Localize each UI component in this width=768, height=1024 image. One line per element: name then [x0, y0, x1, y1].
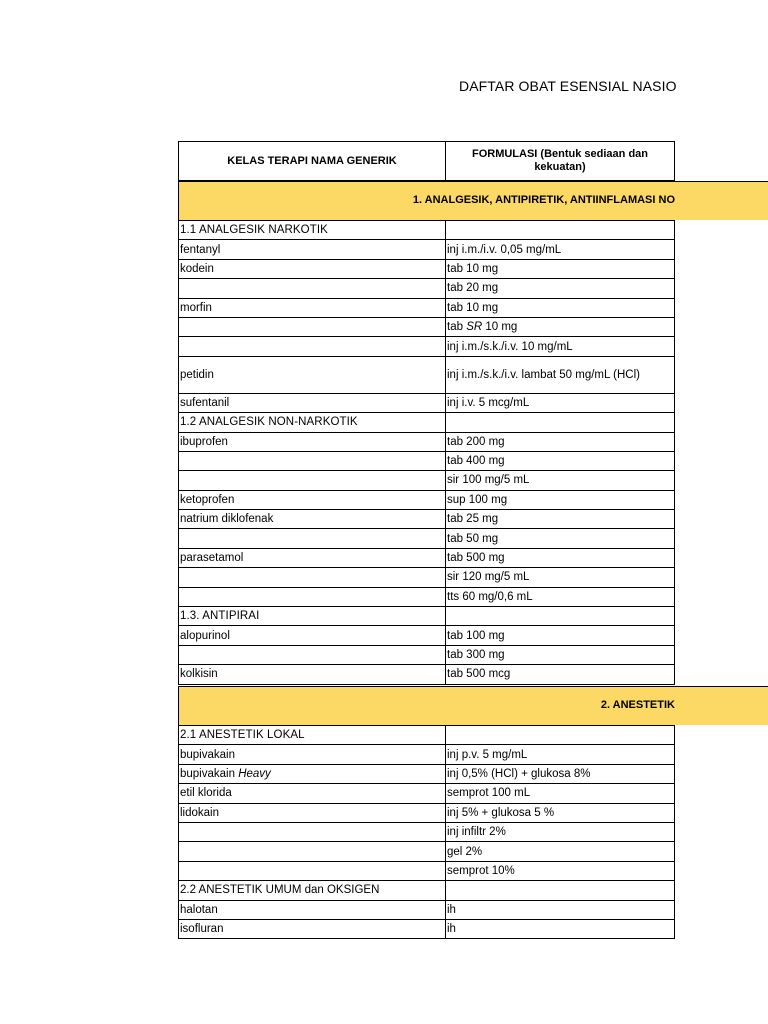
section-band-analgesik	[178, 181, 768, 220]
formulation-cell: inj 5% + glukosa 5 %	[446, 803, 675, 822]
formulation-cell: tab 400 mg	[446, 451, 675, 470]
table-row	[179, 240, 675, 259]
table-row	[179, 842, 675, 861]
table-row	[179, 900, 675, 919]
table-row	[179, 665, 675, 684]
formulation-cell: inj i.v. 5 mcg/mL	[446, 393, 675, 412]
table-row	[179, 822, 675, 841]
generic-name-cell: halotan	[179, 900, 446, 919]
generic-name-cell	[179, 317, 446, 336]
generic-name-cell: sufentanil	[179, 393, 446, 412]
table-row	[179, 861, 675, 880]
table-row	[179, 645, 675, 664]
formulation-cell	[446, 413, 675, 432]
generic-name-cell: fentanyl	[179, 240, 446, 259]
drug-table-section-1	[178, 220, 675, 685]
table-row	[179, 413, 675, 432]
generic-name-cell: 1.1 ANALGESIK NARKOTIK	[179, 221, 446, 240]
formulation-cell: sup 100 mg	[446, 490, 675, 509]
formulation-cell: inj p.v. 5 mg/mL	[446, 745, 675, 764]
table-row	[179, 568, 675, 587]
table-row	[179, 764, 675, 783]
generic-name-cell: kolkisin	[179, 665, 446, 684]
generic-name-cell: alopurinol	[179, 626, 446, 645]
generic-name-cell	[179, 861, 446, 880]
table-row	[179, 529, 675, 548]
formulation-cell: sir 120 mg/5 mL	[446, 568, 675, 587]
table-row	[179, 471, 675, 490]
formulation-cell	[446, 726, 675, 745]
formulation-cell: tts 60 mg/0,6 mL	[446, 587, 675, 606]
generic-name-cell	[179, 451, 446, 470]
formulation-cell: tab 10 mg	[446, 298, 675, 317]
formulation-cell: semprot 100 mL	[446, 784, 675, 803]
header-col-generic-name: KELAS TERAPI NAMA GENERIK	[179, 142, 446, 180]
generic-name-cell: isofluran	[179, 919, 446, 938]
table-row	[179, 221, 675, 240]
generic-name-cell	[179, 587, 446, 606]
formulation-cell: semprot 10%	[446, 861, 675, 880]
table-row	[179, 337, 675, 356]
generic-name-cell: petidin	[179, 356, 446, 393]
formulation-cell: tab SR 10 mg	[446, 317, 675, 336]
generic-name-cell: ketoprofen	[179, 490, 446, 509]
generic-name-cell	[179, 645, 446, 664]
generic-name-cell: bupivakain Heavy	[179, 764, 446, 783]
formulation-cell: inj 0,5% (HCl) + glukosa 8%	[446, 764, 675, 783]
section-title: 1. ANALGESIK, ANTIPIRETIK, ANTIINFLAMASI NO	[412, 194, 675, 206]
section-title: 2. ANESTETIK	[600, 699, 675, 711]
formulation-cell: tab 500 mcg	[446, 665, 675, 684]
table-row	[179, 745, 675, 764]
formulation-cell: sir 100 mg/5 mL	[446, 471, 675, 490]
generic-name-cell	[179, 842, 446, 861]
generic-name-cell	[179, 822, 446, 841]
generic-name-cell	[179, 471, 446, 490]
section-band-anestetik	[178, 686, 768, 725]
table-row	[179, 784, 675, 803]
generic-name-cell: parasetamol	[179, 548, 446, 567]
formulation-cell: tab 10 mg	[446, 259, 675, 278]
formulation-cell: inj infiltr 2%	[446, 822, 675, 841]
formulation-cell: tab 25 mg	[446, 510, 675, 529]
formulation-cell: tab 500 mg	[446, 548, 675, 567]
generic-name-cell: kodein	[179, 259, 446, 278]
formulation-cell: inj i.m./i.v. 0,05 mg/mL	[446, 240, 675, 259]
formulation-cell: ih	[446, 900, 675, 919]
generic-name-cell: 2.1 ANESTETIK LOKAL	[179, 726, 446, 745]
table-row	[179, 490, 675, 509]
table-row	[179, 393, 675, 412]
formulation-cell	[446, 607, 675, 626]
table-row	[179, 432, 675, 451]
generic-name-cell: ibuprofen	[179, 432, 446, 451]
table-row	[179, 626, 675, 645]
formulation-cell: tab 100 mg	[446, 626, 675, 645]
formulation-cell: tab 200 mg	[446, 432, 675, 451]
table-row	[179, 451, 675, 470]
table-row	[179, 587, 675, 606]
table-row	[179, 317, 675, 336]
formulation-cell: tab 50 mg	[446, 529, 675, 548]
header-col-formulation: FORMULASI (Bentuk sediaan dan kekuatan)	[471, 148, 649, 173]
table-row	[179, 726, 675, 745]
generic-name-cell: bupivakain	[179, 745, 446, 764]
table-header	[178, 141, 675, 181]
generic-name-cell: natrium diklofenak	[179, 510, 446, 529]
table-row	[179, 803, 675, 822]
generic-name-cell: 1.3. ANTIPIRAI	[179, 607, 446, 626]
generic-name-cell: lidokain	[179, 803, 446, 822]
table-row	[179, 919, 675, 938]
generic-name-cell: etil klorida	[179, 784, 446, 803]
formulation-cell: ih	[446, 919, 675, 938]
generic-name-cell	[179, 529, 446, 548]
generic-name-cell	[179, 279, 446, 298]
document-title: DAFTAR OBAT ESENSIAL NASIO	[459, 78, 677, 94]
table-row	[179, 259, 675, 278]
table-row	[179, 510, 675, 529]
formulation-cell: inj i.m./s.k./i.v. lambat 50 mg/mL (HCl)	[446, 356, 675, 393]
generic-name-cell	[179, 337, 446, 356]
formulation-cell: gel 2%	[446, 842, 675, 861]
formulation-cell: inj i.m./s.k./i.v. 10 mg/mL	[446, 337, 675, 356]
table-row	[179, 279, 675, 298]
formulation-cell	[446, 881, 675, 900]
generic-name-cell: morfin	[179, 298, 446, 317]
table-row	[179, 298, 675, 317]
formulation-cell: tab 20 mg	[446, 279, 675, 298]
formulation-cell	[446, 221, 675, 240]
generic-name-cell: 2.2 ANESTETIK UMUM dan OKSIGEN	[179, 881, 446, 900]
generic-name-cell: 1.2 ANALGESIK NON-NARKOTIK	[179, 413, 446, 432]
table-row	[179, 356, 675, 393]
table-row	[179, 607, 675, 626]
table-row	[179, 881, 675, 900]
drug-table-section-2	[178, 725, 675, 939]
formulation-cell: tab 300 mg	[446, 645, 675, 664]
generic-name-cell	[179, 568, 446, 587]
table-row	[179, 548, 675, 567]
